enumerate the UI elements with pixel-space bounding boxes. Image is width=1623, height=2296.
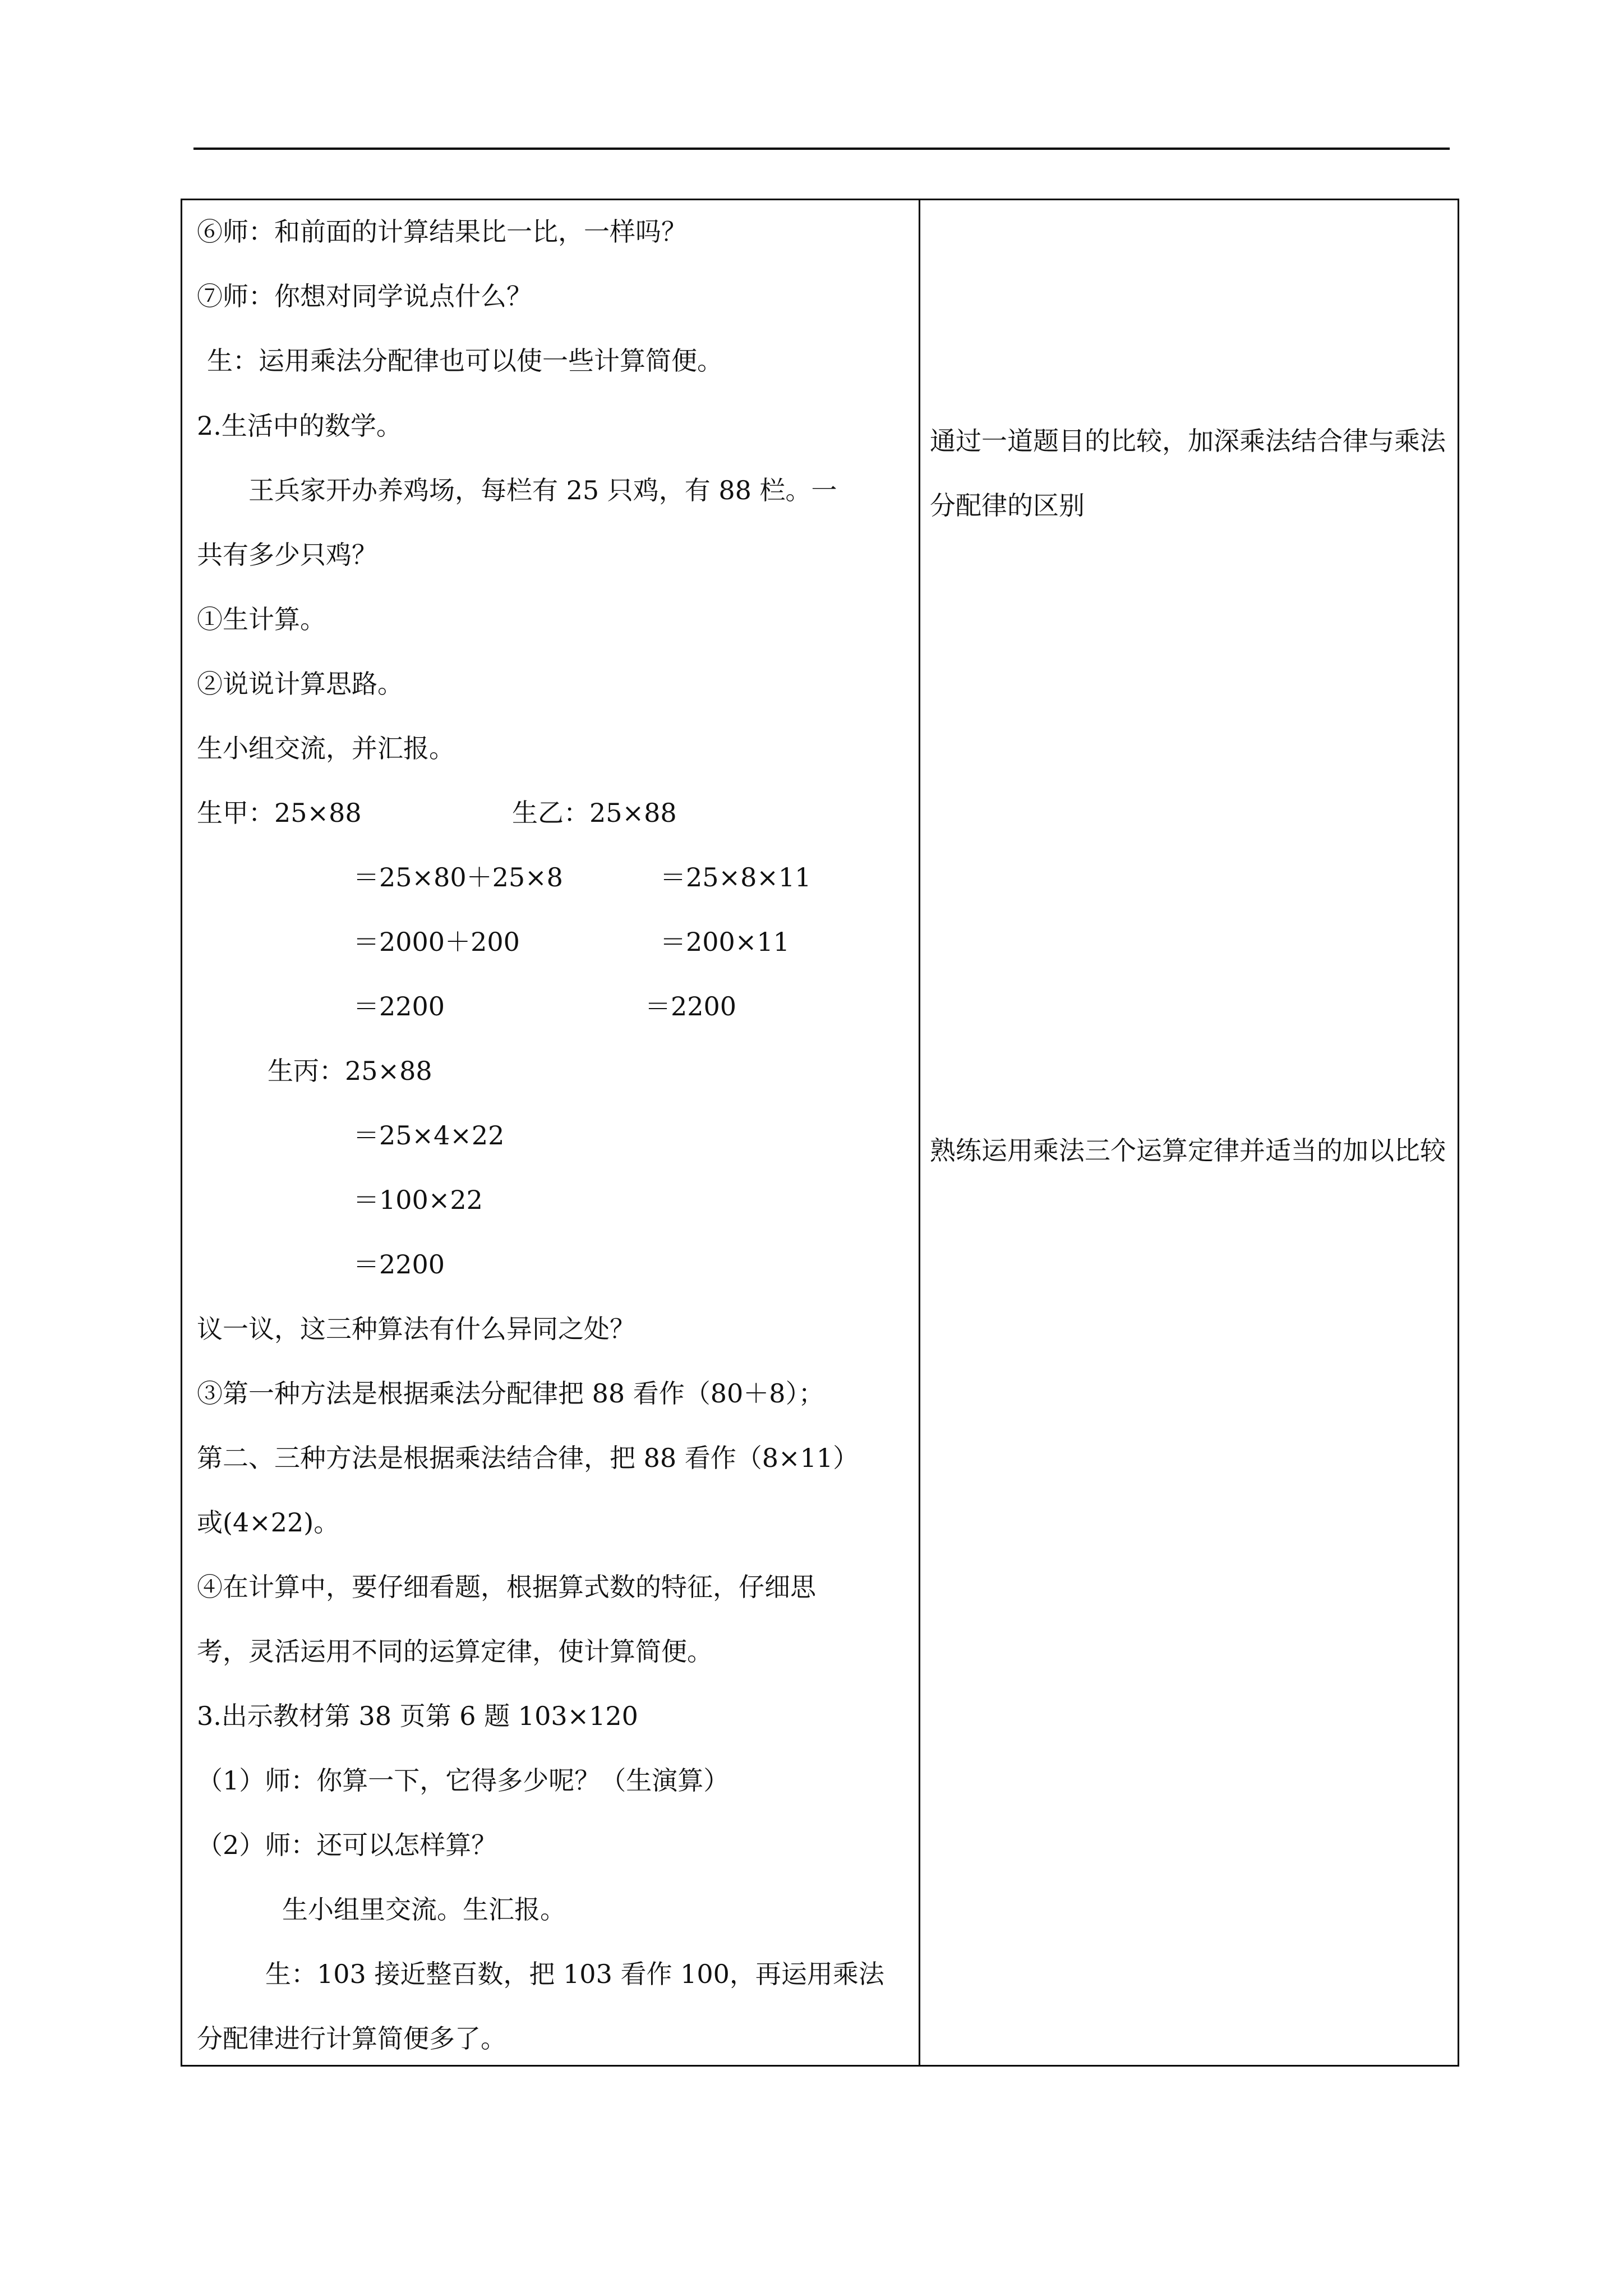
calc-line: ＝25×4×22 <box>353 1120 505 1151</box>
teaching-line: 生：运用乘法分配律也可以使一些计算简便。 <box>207 346 723 376</box>
teaching-line: 生：103 接近整百数，把 103 看作 100，再运用乘法 <box>265 1959 884 1989</box>
teaching-line: （2）师：还可以怎样算？ <box>197 1830 497 1860</box>
calc-line: ＝2200 <box>353 1249 445 1280</box>
section-heading: 3.出示教材第 38 页第 6 题 103×120 <box>197 1701 638 1731</box>
teaching-line: 分配律进行计算简便多了。 <box>197 2023 506 2054</box>
calc-line: ＝200×11 <box>660 927 790 957</box>
section-heading: 2.生活中的数学。 <box>197 411 402 441</box>
calc-line: 生丙：25×88 <box>268 1056 432 1086</box>
problem-text: 王兵家开办养鸡场，每栏有 25 只鸡，有 88 栏。一 <box>248 475 837 505</box>
teaching-line: ①生计算。 <box>197 604 326 634</box>
teaching-line: 或(4×22)。 <box>197 1507 340 1538</box>
teaching-line: ⑦师：你想对同学说点什么？ <box>197 281 532 311</box>
calc-line: 生乙：25×88 <box>512 798 677 828</box>
teaching-line: ④在计算中，要仔细看题，根据算式数的特征，仔细思 <box>197 1572 816 1602</box>
teaching-line: （1）师：你算一下，它得多少呢？（生演算） <box>197 1765 730 1796</box>
teaching-line: 生小组交流，并汇报。 <box>197 733 455 763</box>
calc-line: ＝100×22 <box>353 1185 483 1215</box>
teaching-line: ⑥师：和前面的计算结果比一比，一样吗？ <box>197 217 687 247</box>
header-rule <box>193 148 1450 150</box>
problem-text: 共有多少只鸡？ <box>197 540 377 570</box>
calc-line: ＝2200 <box>645 991 737 1022</box>
teaching-line: ②说说计算思路。 <box>197 669 403 699</box>
teaching-line: 考，灵活运用不同的运算定律，使计算简便。 <box>197 1636 713 1667</box>
calc-line: 生甲：25×88 <box>197 798 362 828</box>
teaching-line: ③第一种方法是根据乘法分配律把 88 看作（80＋8）； <box>197 1378 824 1409</box>
design-note: 熟练运用乘法三个运算定律并适当的加以比较 <box>930 1135 1446 1166</box>
teaching-line: 议一议，这三种算法有什么异同之处？ <box>197 1314 635 1344</box>
column-divider <box>919 200 920 2065</box>
teaching-line: 生小组里交流。生汇报。 <box>282 1894 566 1925</box>
lesson-table <box>181 199 1459 2067</box>
design-note: 通过一道题目的比较，加深乘法结合律与乘法分配律的区别 <box>930 426 1446 521</box>
calc-line: ＝25×80＋25×8 <box>353 862 563 892</box>
calc-line: ＝25×8×11 <box>660 862 811 892</box>
teaching-line: 第二、三种方法是根据乘法结合律，把 88 看作（8×11） <box>197 1443 859 1473</box>
calc-line: ＝2200 <box>353 991 445 1022</box>
calc-line: ＝2000＋200 <box>353 927 520 957</box>
